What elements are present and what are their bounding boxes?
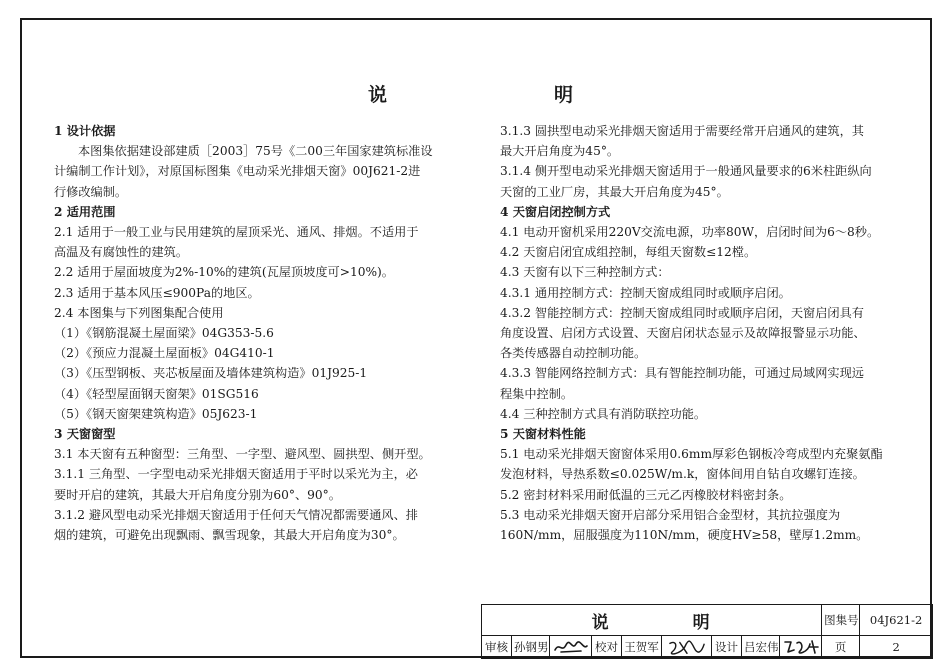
text-line: 行修改编制。 [54,184,128,199]
text-line: 角度设置、启闭方式设置、天窗启闭状态显示及故障报警显示功能、 [500,326,866,341]
text-line: 5.2 密封材料采用耐低温的三元乙丙橡胶材料密封条。 [500,487,792,502]
section-heading: 4 天窗启闭控制方式 [500,204,611,219]
text-line: 3.1.1 三角型、一字型电动采光排烟天窗适用于平时以采光为主，必 [54,467,418,482]
title-block-title-char-1: 说 [591,612,611,633]
text-line: 4.4 三种控制方式具有消防联控功能。 [500,406,707,421]
checker-name: 王贺军 [622,636,662,659]
text-line: 4.2 天窗启闭宜成组控制，每组天窗数≤12樘。 [500,245,757,260]
review-label: 审核 [482,636,512,659]
text-line: 4.3.3 智能网络控制方式：具有智能控制功能，可通过局域网实现远 [500,366,864,381]
title-block-title-char-2: 明 [692,612,712,633]
text-line: 2.2 适用于屋面坡度为2%-10%的建筑(瓦屋顶坡度可>10%)。 [54,265,394,280]
text-line: 计编制工作计划》，对原国标图集《电动采光排烟天窗》00J621-2进 [54,164,421,179]
text-line: 160N/mm，屈服强度为110N/mm，硬度HV≥58，壁厚1.2mm。 [500,528,869,543]
text-line: 3.1.4 侧开型电动采光排烟天窗适用于一般通风量要求的6米柱距纵向 [500,164,872,179]
text-line: 程集中控制。 [500,386,574,401]
text-line: 2.1 适用于一般工业与民用建筑的屋顶采光、通风、排烟。不适用于 [54,225,419,240]
section-heading: 2 适用范围 [54,204,116,219]
signature-mark [665,638,709,656]
text-line: 3.1 本天窗有五种窗型：三角型、一字型、避风型、圆拱型、侧开型。 [54,447,431,462]
checker-signature [662,636,712,659]
page-title-char-2: 明 [554,84,576,106]
design-label: 设计 [712,636,742,659]
text-line: 高温及有腐蚀性的建筑。 [54,245,189,260]
text-line: 4.3 天窗有以下三种控制方式： [500,265,670,280]
text-line: 4.3.1 通用控制方式：控制天窗成组同时或顺序启闭。 [500,285,791,300]
text-line: （3）《压型钢板、夹芯板屋面及墙体建筑构造》01J925-1 [54,366,368,381]
section-heading: 5 天窗材料性能 [500,427,586,442]
reviewer-signature [550,636,592,659]
designer-signature [780,636,822,659]
text-line: 2.3 适用于基本风压≤900Pa的地区。 [54,285,260,300]
left-text-column [54,121,484,545]
text-line: 各类传感器自动控制功能。 [500,346,647,361]
text-line: （4）《轻型屋面钢天窗架》01SG516 [54,386,259,401]
text-line: （5）《钢天窗架建筑构造》05J623-1 [54,406,258,421]
title-block [481,604,933,659]
text-line: 要时开启的建筑，其最大开启角度分别为60°、90°。 [54,487,341,502]
text-line: （2）《预应力混凝土屋面板》04G410-1 [54,346,275,361]
right-text-column [500,121,912,545]
signature-mark [553,638,589,656]
text-line: 3.1.2 避风型电动采光排烟天窗适用于任何天气情况都需要通风、排 [54,507,418,522]
atlas-number-label: 图集号 [822,605,860,636]
title-block-title [482,605,822,636]
text-line: 2.4 本图集与下列图集配合使用 [54,305,224,320]
text-line: 最大开启角度为45°。 [500,144,620,159]
section-heading: 3 天窗窗型 [54,427,116,442]
reviewer-name: 孙钢男 [512,636,550,659]
text-line: 天窗的工业厂房，其最大开启角度为45°。 [500,184,729,199]
signature-mark [782,638,820,656]
text-line: 本图集依据建设部建质［2003］75号《二00三年国家建筑标准设 [78,144,433,159]
text-line: 4.3.2 智能控制方式：控制天窗成组同时或顺序启闭，天窗启闭具有 [500,305,864,320]
page-title-char-1: 说 [368,84,390,106]
page-number: 2 [860,636,933,659]
text-line: 5.3 电动采光排烟天窗开启部分采用铝合金型材，其抗拉强度为 [500,507,841,522]
text-line: （1）《钢筋混凝土屋面梁》04G353-5.6 [54,326,274,341]
atlas-number: 04J621-2 [860,605,933,636]
text-line: 5.1 电动采光排烟天窗窗体采用0.6mm厚彩色钢板冷弯成型内充聚氨酯 [500,447,883,462]
page-label: 页 [822,636,860,659]
section-heading: 1 设计依据 [54,124,116,138]
text-line: 发泡材料，导热系数≤0.025W/m.k，窗体间用自钻自攻螺钉连接。 [500,467,865,482]
text-line: 4.1 电动开窗机采用220V交流电源，功率80W，启闭时间为6～8秒。 [500,225,880,240]
designer-name: 吕宏伟 [742,636,780,659]
text-line: 3.1.3 圆拱型电动采光排烟天窗适用于需要经常开启通风的建筑，其 [500,124,864,138]
text-line: 烟的建筑，可避免出现飘雨、飘雪现象，其最大开启角度为30°。 [54,528,405,543]
check-label: 校对 [592,636,622,659]
